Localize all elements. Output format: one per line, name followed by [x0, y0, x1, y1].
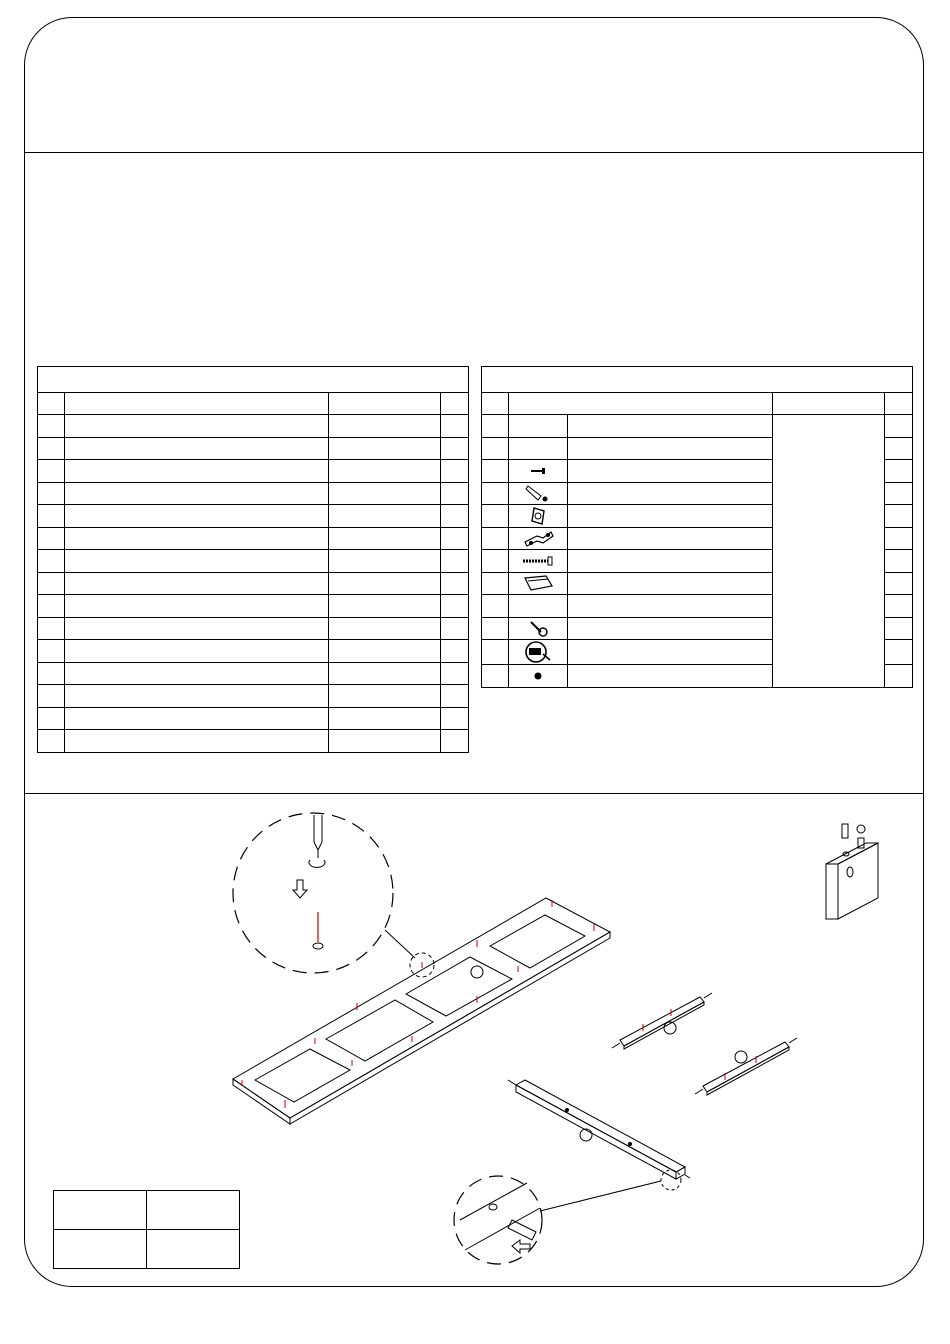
legend-cell [147, 1191, 240, 1230]
rail-c [695, 1038, 797, 1095]
rail-b [612, 993, 712, 1049]
detail-circle-dowel [454, 1176, 542, 1264]
detail-circle-screw [233, 813, 434, 977]
legend-cell [147, 1230, 240, 1269]
legend-cell [54, 1191, 147, 1230]
legend-table [53, 1190, 240, 1269]
rail-d [508, 1080, 690, 1211]
frame-panel [233, 898, 610, 1124]
legend-cell [54, 1230, 147, 1269]
side-panel [826, 824, 878, 919]
